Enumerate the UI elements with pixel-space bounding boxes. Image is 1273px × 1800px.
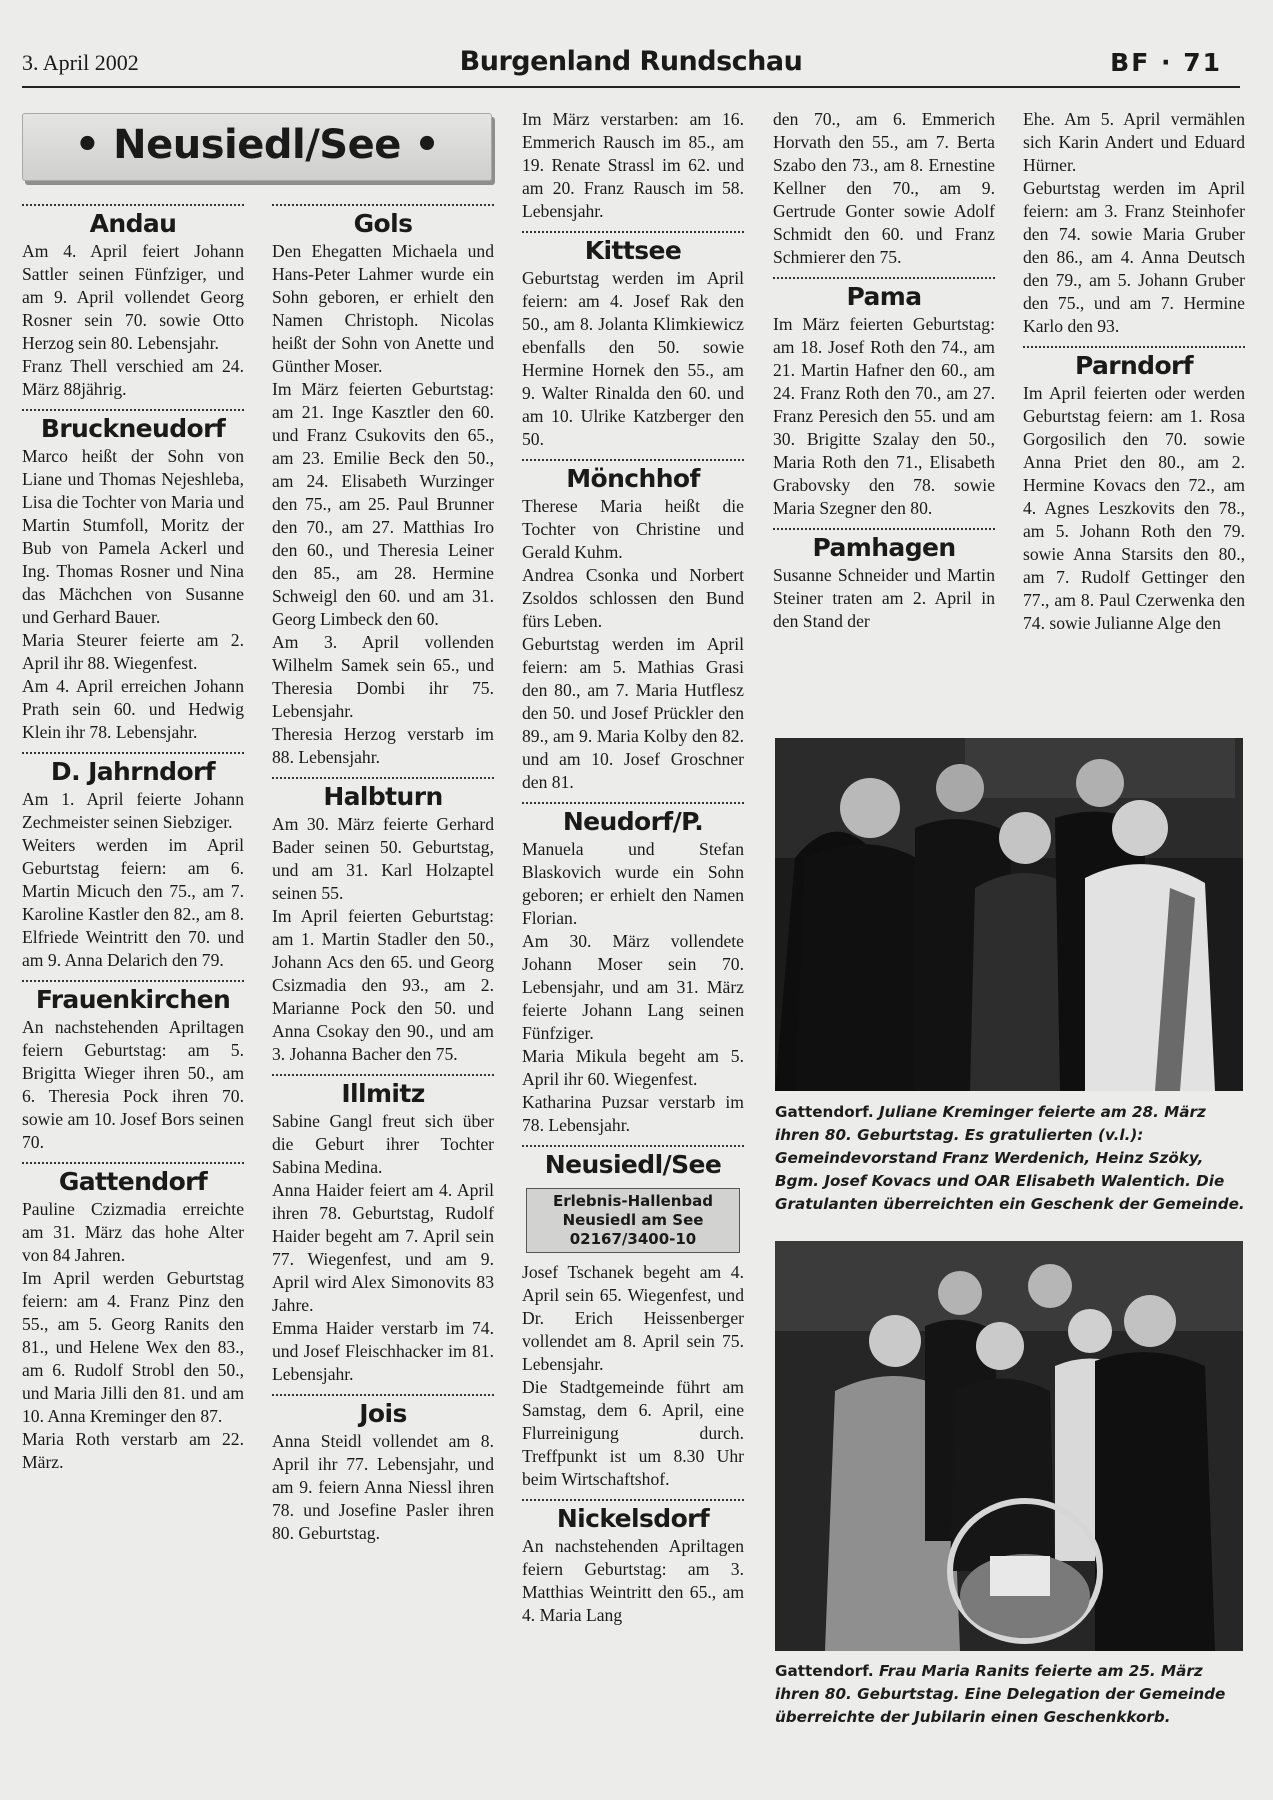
article-paragraph: Franz Thell verschied am 24. März 88jährig. (22, 356, 244, 399)
article-paragraph: Im März feierten Geburtstag: am 18. Josef Roth den 74., am 21. Martin Hafner den 60., am 24. Franz Roth den 70., am 27. Franz Peresich den 55. und am 30. Brigitte Szalay den 50., Maria Roth den 71., Elisabeth Grabovsky den 78. sowie Maria Szegner den 80. (773, 314, 995, 518)
section-divider (272, 1074, 494, 1076)
article-paragraph: Josef Tschanek begeht am 4. April sein 65. Wiegenfest, und Dr. Erich Heissenberger vollendet am 8. April sein 75. Lebensjahr. (522, 1262, 744, 1374)
article-paragraph: Pauline Czizmadia erreichte am 31. März das hohe Alter von 84 Jahren. (22, 1199, 244, 1265)
article-paragraph: Die Stadtgemeinde führt am Samstag, dem 6. April, eine Flurreinigung durch. Treffpunkt ist um 8.30 Uhr beim Wirtschaftshof. (522, 1377, 744, 1489)
article-paragraph: Emma Haider verstarb im 74. und Josef Fleischhacker im 81. Lebensjahr. (272, 1318, 494, 1384)
photo-gattendorf-ranits (775, 1241, 1243, 1651)
ad-box (526, 1188, 740, 1253)
region-banner (22, 113, 492, 181)
column-4 (773, 108, 995, 633)
photo-caption-1 (775, 1101, 1245, 1216)
article-paragraph: Am 4. April erreichen Johann Prath sein 60. und Hedwig Klein ihr 78. Lebensjahr. (22, 676, 244, 742)
section-heading: Mönchhof (566, 464, 700, 493)
section-heading: Neusiedl/See (544, 1150, 722, 1179)
section-heading: Jois (359, 1399, 407, 1428)
article-paragraph: An nachstehenden Apriltagen feiern Geburtstag: am 3. Matthias Weintritt den 65., am 4. Maria Lang (522, 1536, 744, 1625)
ad-line: Erlebnis-Hallenbad (552, 1192, 714, 1210)
article-paragraph: Anna Steidl vollendet am 8. April ihr 77. Lebensjahr, und am 9. feiern Anna Niessl ihren 78. und Josefine Pasler ihren 80. Geburtstag. (272, 1431, 494, 1543)
section-heading: Illmitz (341, 1079, 425, 1108)
section-divider (522, 1499, 744, 1501)
caption-text-2: Frau Maria Ranits feierte am 25. März ihren 80. Geburtstag. Eine Delegation der Gemeinde überreichte der Jubilarin einen Geschenkkorb. (775, 1662, 1226, 1726)
article-paragraph: Am 4. April feiert Johann Sattler seinen Fünfziger, und am 9. April vollendet Georg Rosner sein 70. sowie Otto Herzog sein 80. Lebensjahr. (22, 241, 244, 353)
article-paragraph: An nachstehenden Apriltagen feiern Geburtstag: am 5. Brigitta Wieger ihren 50., am 6. Theresia Pock ihren 70. sowie am 10. Josef Bors seinen 70. (22, 1017, 244, 1152)
article-paragraph: Geburtstag werden im April feiern: am 4. Josef Rak den 50., am 8. Jolanta Klimkiewicz ebenfalls den 50. sowie Hermine Hornek den 55., am 9. Walter Rinalda den 60. und am 10. Ulrike Katzberger den 50. (522, 268, 744, 449)
section-heading: Kittsee (584, 236, 682, 265)
section-divider (773, 277, 995, 279)
photo-group-image (775, 738, 1243, 1091)
article-paragraph: den 70., am 6. Emmerich Horvath den 55., am 7. Berta Szabo den 73., am 8. Ernestine Kellner den 70., am 9. Gertrude Gonter sowie Adolf Schmidt den 60. und Franz Schmierer den 75. (773, 109, 995, 267)
section-divider (22, 409, 244, 411)
section-divider (1023, 346, 1245, 348)
section-divider (522, 1145, 744, 1147)
article-paragraph: Marco heißt der Sohn von Liane und Thomas Nejeshleba, Lisa die Tochter von Maria und Martin Stumfoll, Moritz der Bub von Pamela Ackerl und Ing. Thomas Rosner und Nina das Mächchen von Susanne und Gerhard Bauer. (22, 446, 244, 627)
article-paragraph: Am 30. März vollendete Johann Moser sein 70. Lebensjahr, und am 31. März feierte Johann Lang seinen Fünfziger. (522, 931, 744, 1043)
article-paragraph: Den Ehegatten Michaela und Hans-Peter Lahmer wurde ein Sohn geboren, er erhielt den Namen Christoph. Nicolas heißt der Sohn von Anette und Günther Moser. (272, 241, 494, 376)
article-paragraph: Am 1. April feierte Johann Zechmeister seinen Siebziger. (22, 789, 244, 832)
section-divider (522, 802, 744, 804)
section-divider (272, 777, 494, 779)
header-rule (22, 86, 1240, 88)
article-paragraph: Am 30. März feierte Gerhard Bader seinen 50. Geburtstag, und am 31. Karl Holzaptel seinen 55. (272, 814, 494, 903)
column-2 (272, 196, 494, 1545)
article-paragraph: Geburtstag werden im April feiern: am 3. Franz Steinhofer den 74. sowie Maria Gruber den 86., am 4. Anna Deutsch den 79., am 5. Johann Gruber den 75., und am 7. Hermine Karlo den 93. (1023, 178, 1245, 336)
section-heading: Bruckneudorf (40, 414, 226, 443)
section-heading: Andau (89, 209, 177, 238)
article-paragraph: Sabine Gangl freut sich über die Geburt ihrer Tochter Sabina Medina. (272, 1111, 494, 1177)
caption-place-2: Gattendorf. (775, 1662, 874, 1680)
section-heading: Pama (846, 282, 922, 311)
newspaper-title: Burgenland Rundschau (459, 46, 803, 77)
article-paragraph: Anna Haider feiert am 4. April ihren 78. Geburtstag, Rudolf Haider begeht am 7. April sein 77. Wiegenfest, und am 9. April wird Alex Simonovits 83 Jahre. (272, 1180, 494, 1315)
section-divider (22, 204, 244, 206)
ad-line: 02167/3400-10 (569, 1230, 697, 1248)
section-heading: Pamhagen (812, 533, 956, 562)
section-heading: D. Jahrndorf (50, 757, 216, 786)
article-paragraph: Ehe. Am 5. April vermählen sich Karin Andert und Eduard Hürner. (1023, 109, 1245, 175)
photo-delegation-image (775, 1241, 1243, 1651)
article-paragraph: Im April feierten oder werden Geburtstag feiern: am 1. Rosa Gorgosilich den 70. sowie Anna Priet den 80., am 2. Hermine Kovacs den 72., am 4. Agnes Leszkovits den 78., am 5. Johann Roth den 79. sowie Anna Starsits den 80., am 7. Rudolf Gettinger den 77., am 8. Paul Czerwenka den 74. sowie Julianne Alge den (1023, 383, 1245, 633)
article-paragraph: Maria Roth verstarb am 22. März. (22, 1429, 244, 1472)
section-heading: Parndorf (1074, 351, 1194, 380)
article-paragraph: Katharina Puzsar verstarb im 78. Lebensjahr. (522, 1092, 744, 1135)
section-divider (522, 231, 744, 233)
section-heading: Gols (353, 209, 413, 238)
article-paragraph: Andrea Csonka und Norbert Zsoldos schlossen den Bund fürs Leben. (522, 565, 744, 631)
article-paragraph: Weiters werden im April Geburtstag feiern: am 6. Martin Micuch den 75., am 7. Karoline Kastler den 82., am 8. Elfriede Weintritt den 70. und am 9. Anna Delarich den 79. (22, 835, 244, 970)
article-paragraph: Am 3. April vollenden Wilhelm Samek sein 65., und Theresia Dombi ihr 75. Lebensjahr. (272, 632, 494, 721)
section-heading: Halbturn (323, 782, 443, 811)
article-paragraph: Maria Steurer feierte am 2. April ihr 88. Wiegenfest. (22, 630, 244, 673)
photo-caption-2 (775, 1660, 1245, 1729)
column-1 (22, 196, 244, 1474)
section-divider (272, 204, 494, 206)
page-number: BF · 71 (1110, 48, 1222, 77)
page-header (22, 46, 1240, 86)
section-divider (22, 980, 244, 982)
article-paragraph: Manuela und Stefan Blaskovich wurde ein Sohn geboren; er erhielt den Namen Florian. (522, 839, 744, 928)
article-paragraph: Im März feierten Geburtstag: am 21. Inge Kasztler den 60. und Franz Csukovits den 65., am 23. Emilie Beck den 50., am 24. Elisabeth Wurzinger den 75., am 25. Paul Brunner den 70., am 27. Matthias Iro den 60., und Theresia Leiner den 85., am 28. Hermine Schweigl den 60. und am 31. Georg Limbeck den 60. (272, 379, 494, 629)
article-paragraph: Geburtstag werden im April feiern: am 5. Mathias Grasi den 80., am 7. Maria Hutflesz den 50. und Josef Prückler den 89., am 9. Maria Kolby den 82. und am 10. Josef Groschner den 81. (522, 634, 744, 792)
section-heading: Neudorf/P. (562, 807, 704, 836)
section-heading: Gattendorf (58, 1167, 208, 1196)
section-divider (272, 1394, 494, 1396)
issue-date: 3. April 2002 (22, 50, 139, 75)
section-heading: Nickelsdorf (556, 1504, 710, 1533)
column-3 (522, 108, 744, 1627)
article-paragraph: Im April werden Geburtstag feiern: am 4. Franz Pinz den 55., am 5. Georg Ranits den 81., und Helene Wex den 83., am 6. Rudolf Strobl den 50., und Maria Jilli den 81. und am 10. Anna Kreminger den 87. (22, 1268, 244, 1426)
section-heading: Frauenkirchen (35, 985, 231, 1014)
section-divider (22, 1162, 244, 1164)
section-divider (22, 752, 244, 754)
photo-gattendorf-kreminger (775, 738, 1243, 1091)
article-paragraph: Theresia Herzog verstarb im 88. Lebensjahr. (272, 724, 494, 767)
region-banner-title: • Neusiedl/See • (74, 122, 440, 168)
section-divider (522, 459, 744, 461)
section-divider (773, 528, 995, 530)
article-paragraph: Therese Maria heißt die Tochter von Christine und Gerald Kuhm. (522, 496, 744, 562)
caption-place-1: Gattendorf. (775, 1103, 874, 1121)
article-paragraph: Maria Mikula begeht am 5. April ihr 60. Wiegenfest. (522, 1046, 744, 1089)
caption-text-1: Juliane Kreminger feierte am 28. März ihren 80. Geburtstag. Es gratulierten (v.l.): Gemeindevorstand Franz Werdenich, Heinz Szöky, Bgm. Josef Kovacs und OAR Elisabeth Walentich. Die Gratulanten überreichten ein Geschenk der Gemeinde. (775, 1103, 1245, 1213)
article-paragraph: Im April feierten Geburtstag: am 1. Martin Stadler den 50., Johann Acs den 65. und Georg Csizmadia den 93., am 2. Marianne Pock den 50. und Anna Csokay den 90., und am 3. Johanna Bacher den 75. (272, 906, 494, 1064)
article-paragraph: Susanne Schneider und Martin Steiner traten am 2. April in den Stand der (773, 565, 995, 631)
ad-line: Neusiedl am See (562, 1211, 704, 1229)
column-5 (1023, 108, 1245, 635)
article-paragraph: Im März verstarben: am 16. Emmerich Rausch im 85., am 19. Renate Strassl im 62. und am 20. Franz Rausch im 58. Lebensjahr. (522, 109, 744, 221)
